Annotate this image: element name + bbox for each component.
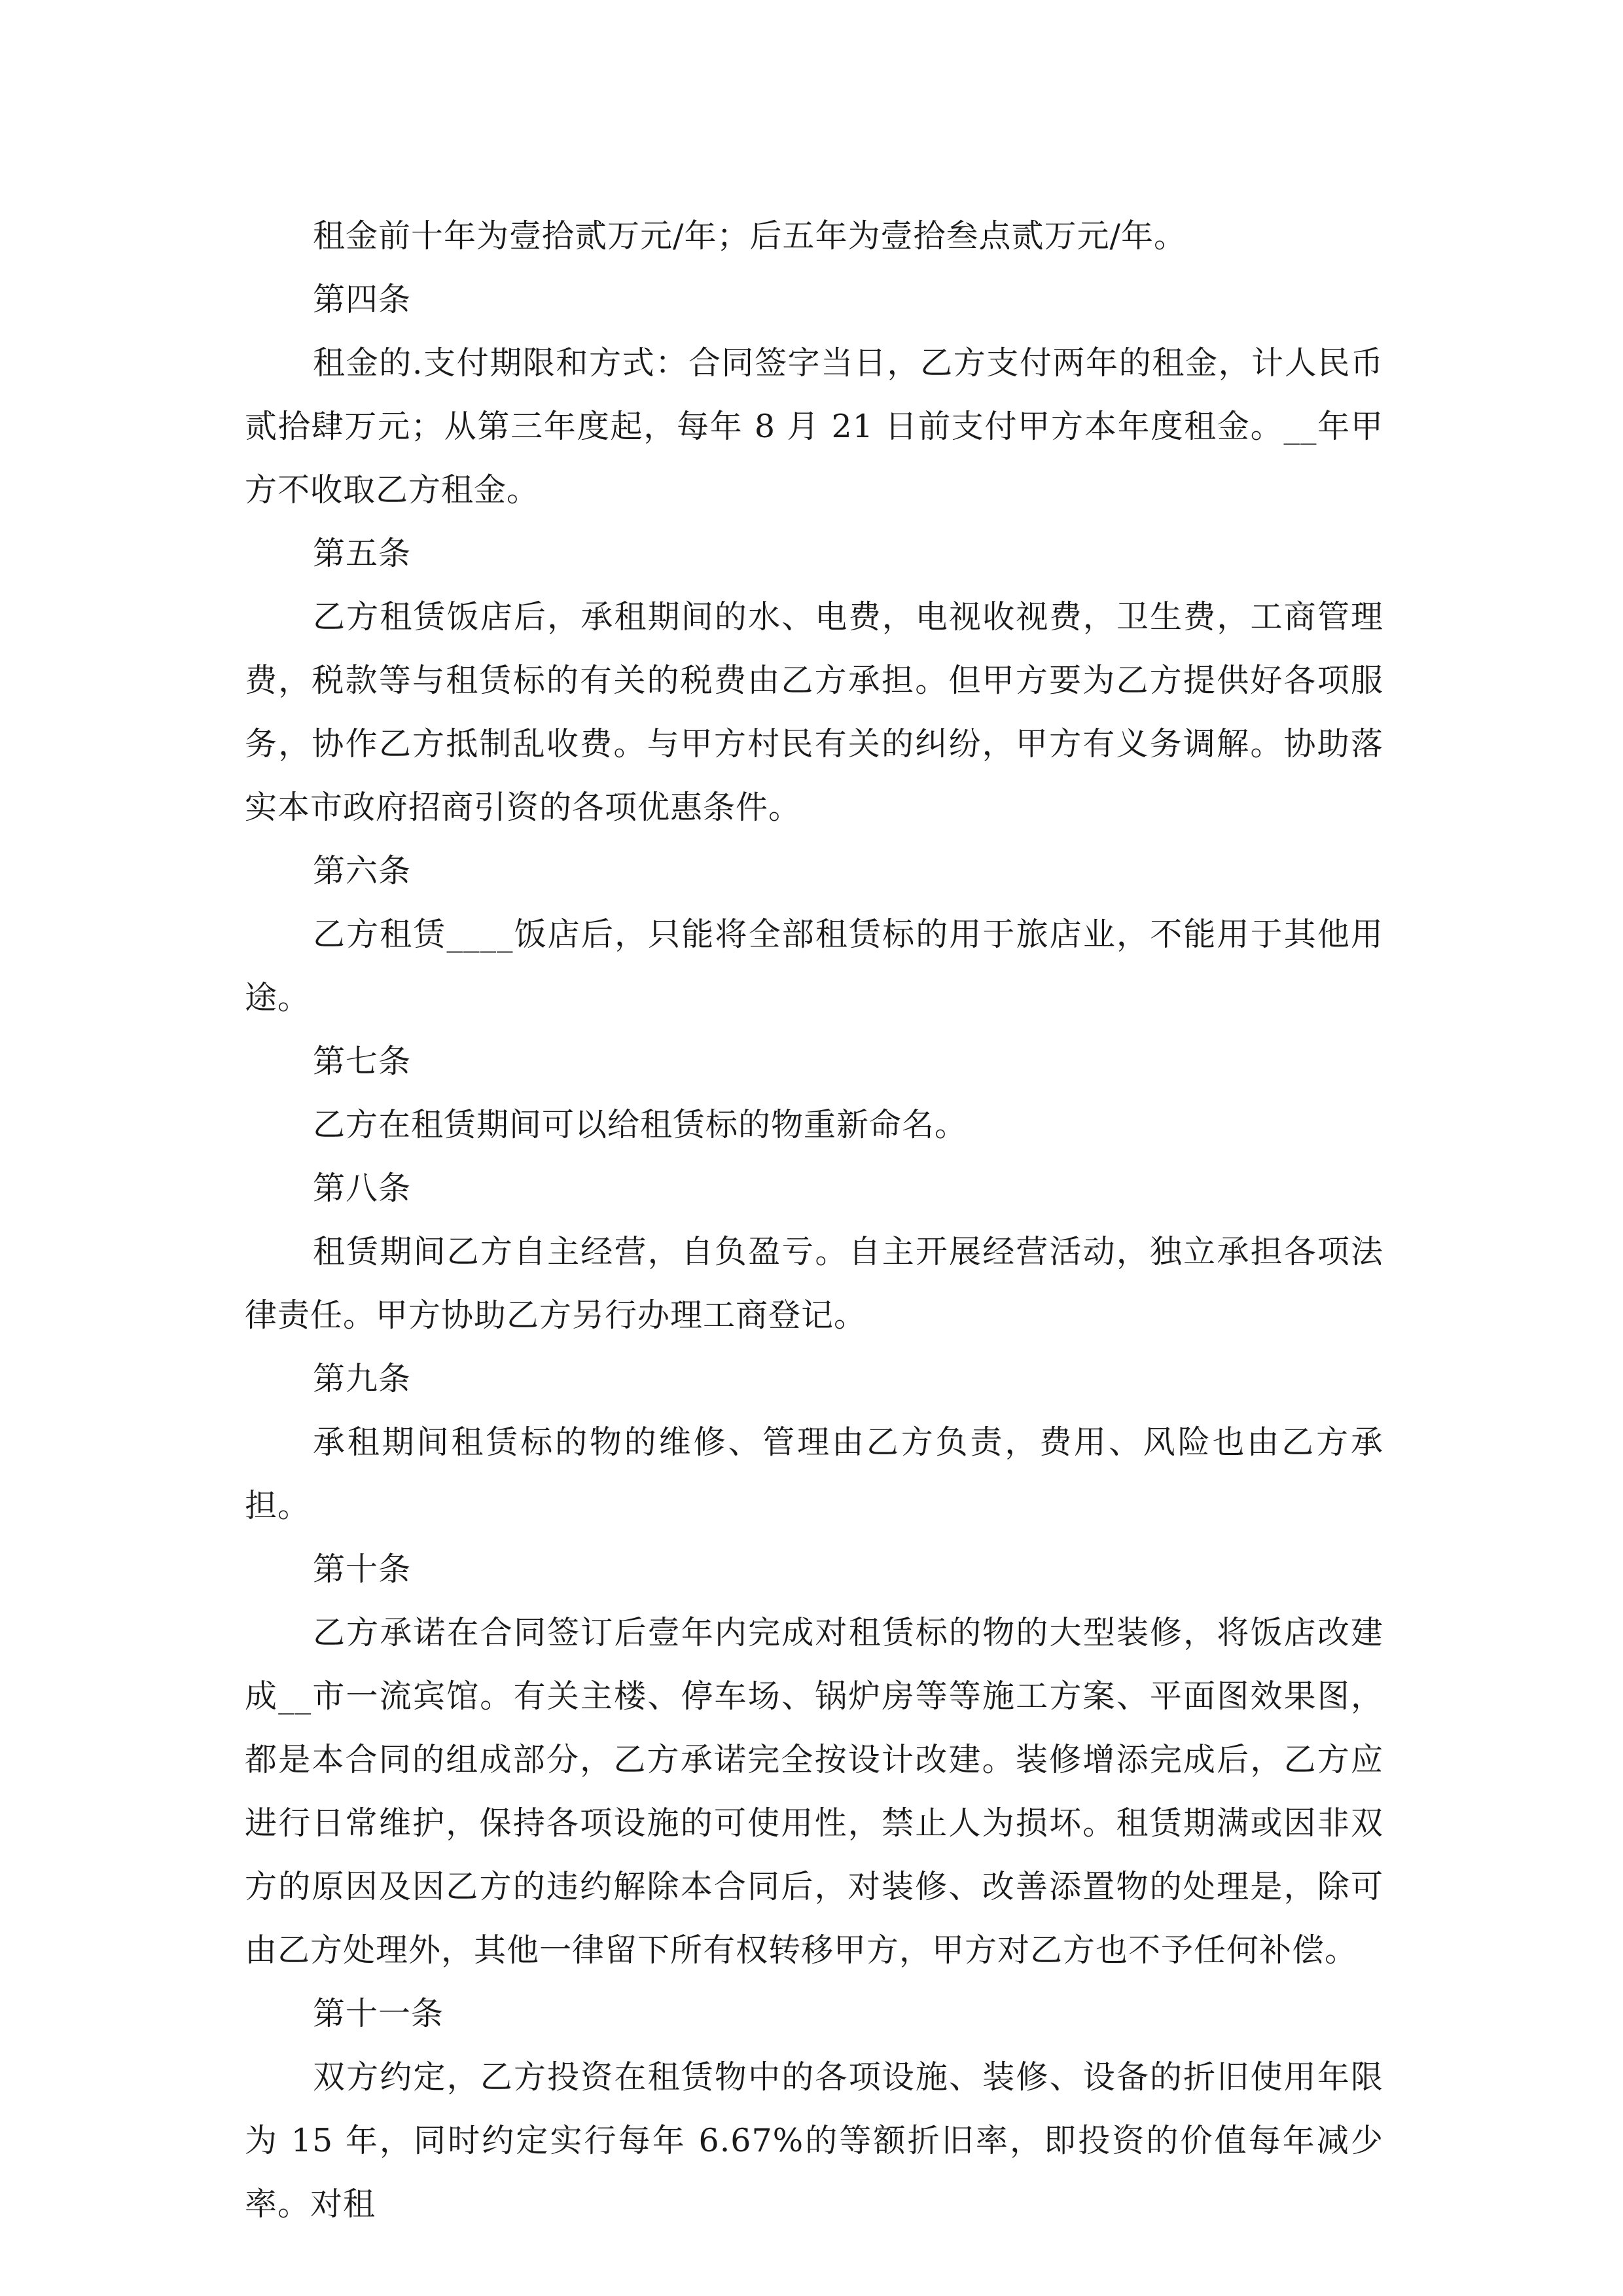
- paragraph: 乙方租赁____饭店后，只能将全部租赁标的用于旅店业，不能用于其他用途。: [245, 916, 1383, 1016]
- article-heading: 第八条: [313, 1170, 412, 1207]
- paragraph: 乙方租赁饭店后，承租期间的水、电费，电视收视费，卫生费，工商管理费，税款等与租赁标的有关的税费由乙方承担。但甲方要为乙方提供好各项服务，协作乙方抵制乱收费。与甲方村民有关的纠纷，甲方有义务调解。协助落实本市政府招商引资的各项优惠条件。: [245, 598, 1383, 826]
- document-body: [245, 204, 1383, 2236]
- paragraph: 承租期间租赁标的物的维修、管理由乙方负责，费用、风险也由乙方承担。: [245, 1424, 1383, 1524]
- article-heading: 第十一条: [313, 1995, 444, 2032]
- article-heading: 第四条: [313, 281, 412, 318]
- article-heading: 第五条: [313, 535, 412, 572]
- article-heading: 第十条: [313, 1551, 412, 1588]
- paragraph: 租金的.支付期限和方式：合同签字当日，乙方支付两年的租金，计人民币贰拾肆万元；从第三年度起，每年 8 月 21 日前支付甲方本年度租金。__年甲方不收取乙方租金。: [245, 344, 1383, 509]
- paragraph: 乙方在租赁期间可以给租赁标的物重新命名。: [313, 1106, 968, 1143]
- paragraph: 租赁期间乙方自主经营，自负盈亏。自主开展经营活动，独立承担各项法律责任。甲方协助乙方另行办理工商登记。: [245, 1233, 1383, 1334]
- paragraph: 双方约定，乙方投资在租赁物中的各项设施、装修、设备的折旧使用年限为 15 年，同时约定实行每年 6.67%的等额折旧率，即投资的价值每年减少率。对租: [245, 2058, 1383, 2223]
- article-heading: 第七条: [313, 1043, 412, 1080]
- paragraph: 租金前十年为壹拾贰万元/年；后五年为壹拾叁点贰万元/年。: [313, 217, 1187, 255]
- paragraph: 乙方承诺在合同签订后壹年内完成对租赁标的物的大型装修，将饭店改建成__市一流宾馆。有关主楼、停车场、锅炉房等等施工方案、平面图效果图，都是本合同的组成部分，乙方承诺完全按设计改建。装修增添完成后，乙方应进行日常维护，保持各项设施的可使用性，禁止人为损坏。租赁期满或因非双方的原因及因乙方的违约解除本合同后，对装修、改善添置物的处理是，除可由乙方处理外，其他一律留下所有权转移甲方，甲方对乙方也不予任何补偿。: [245, 1614, 1383, 1969]
- article-heading: 第九条: [313, 1360, 412, 1397]
- article-heading: 第六条: [313, 852, 412, 889]
